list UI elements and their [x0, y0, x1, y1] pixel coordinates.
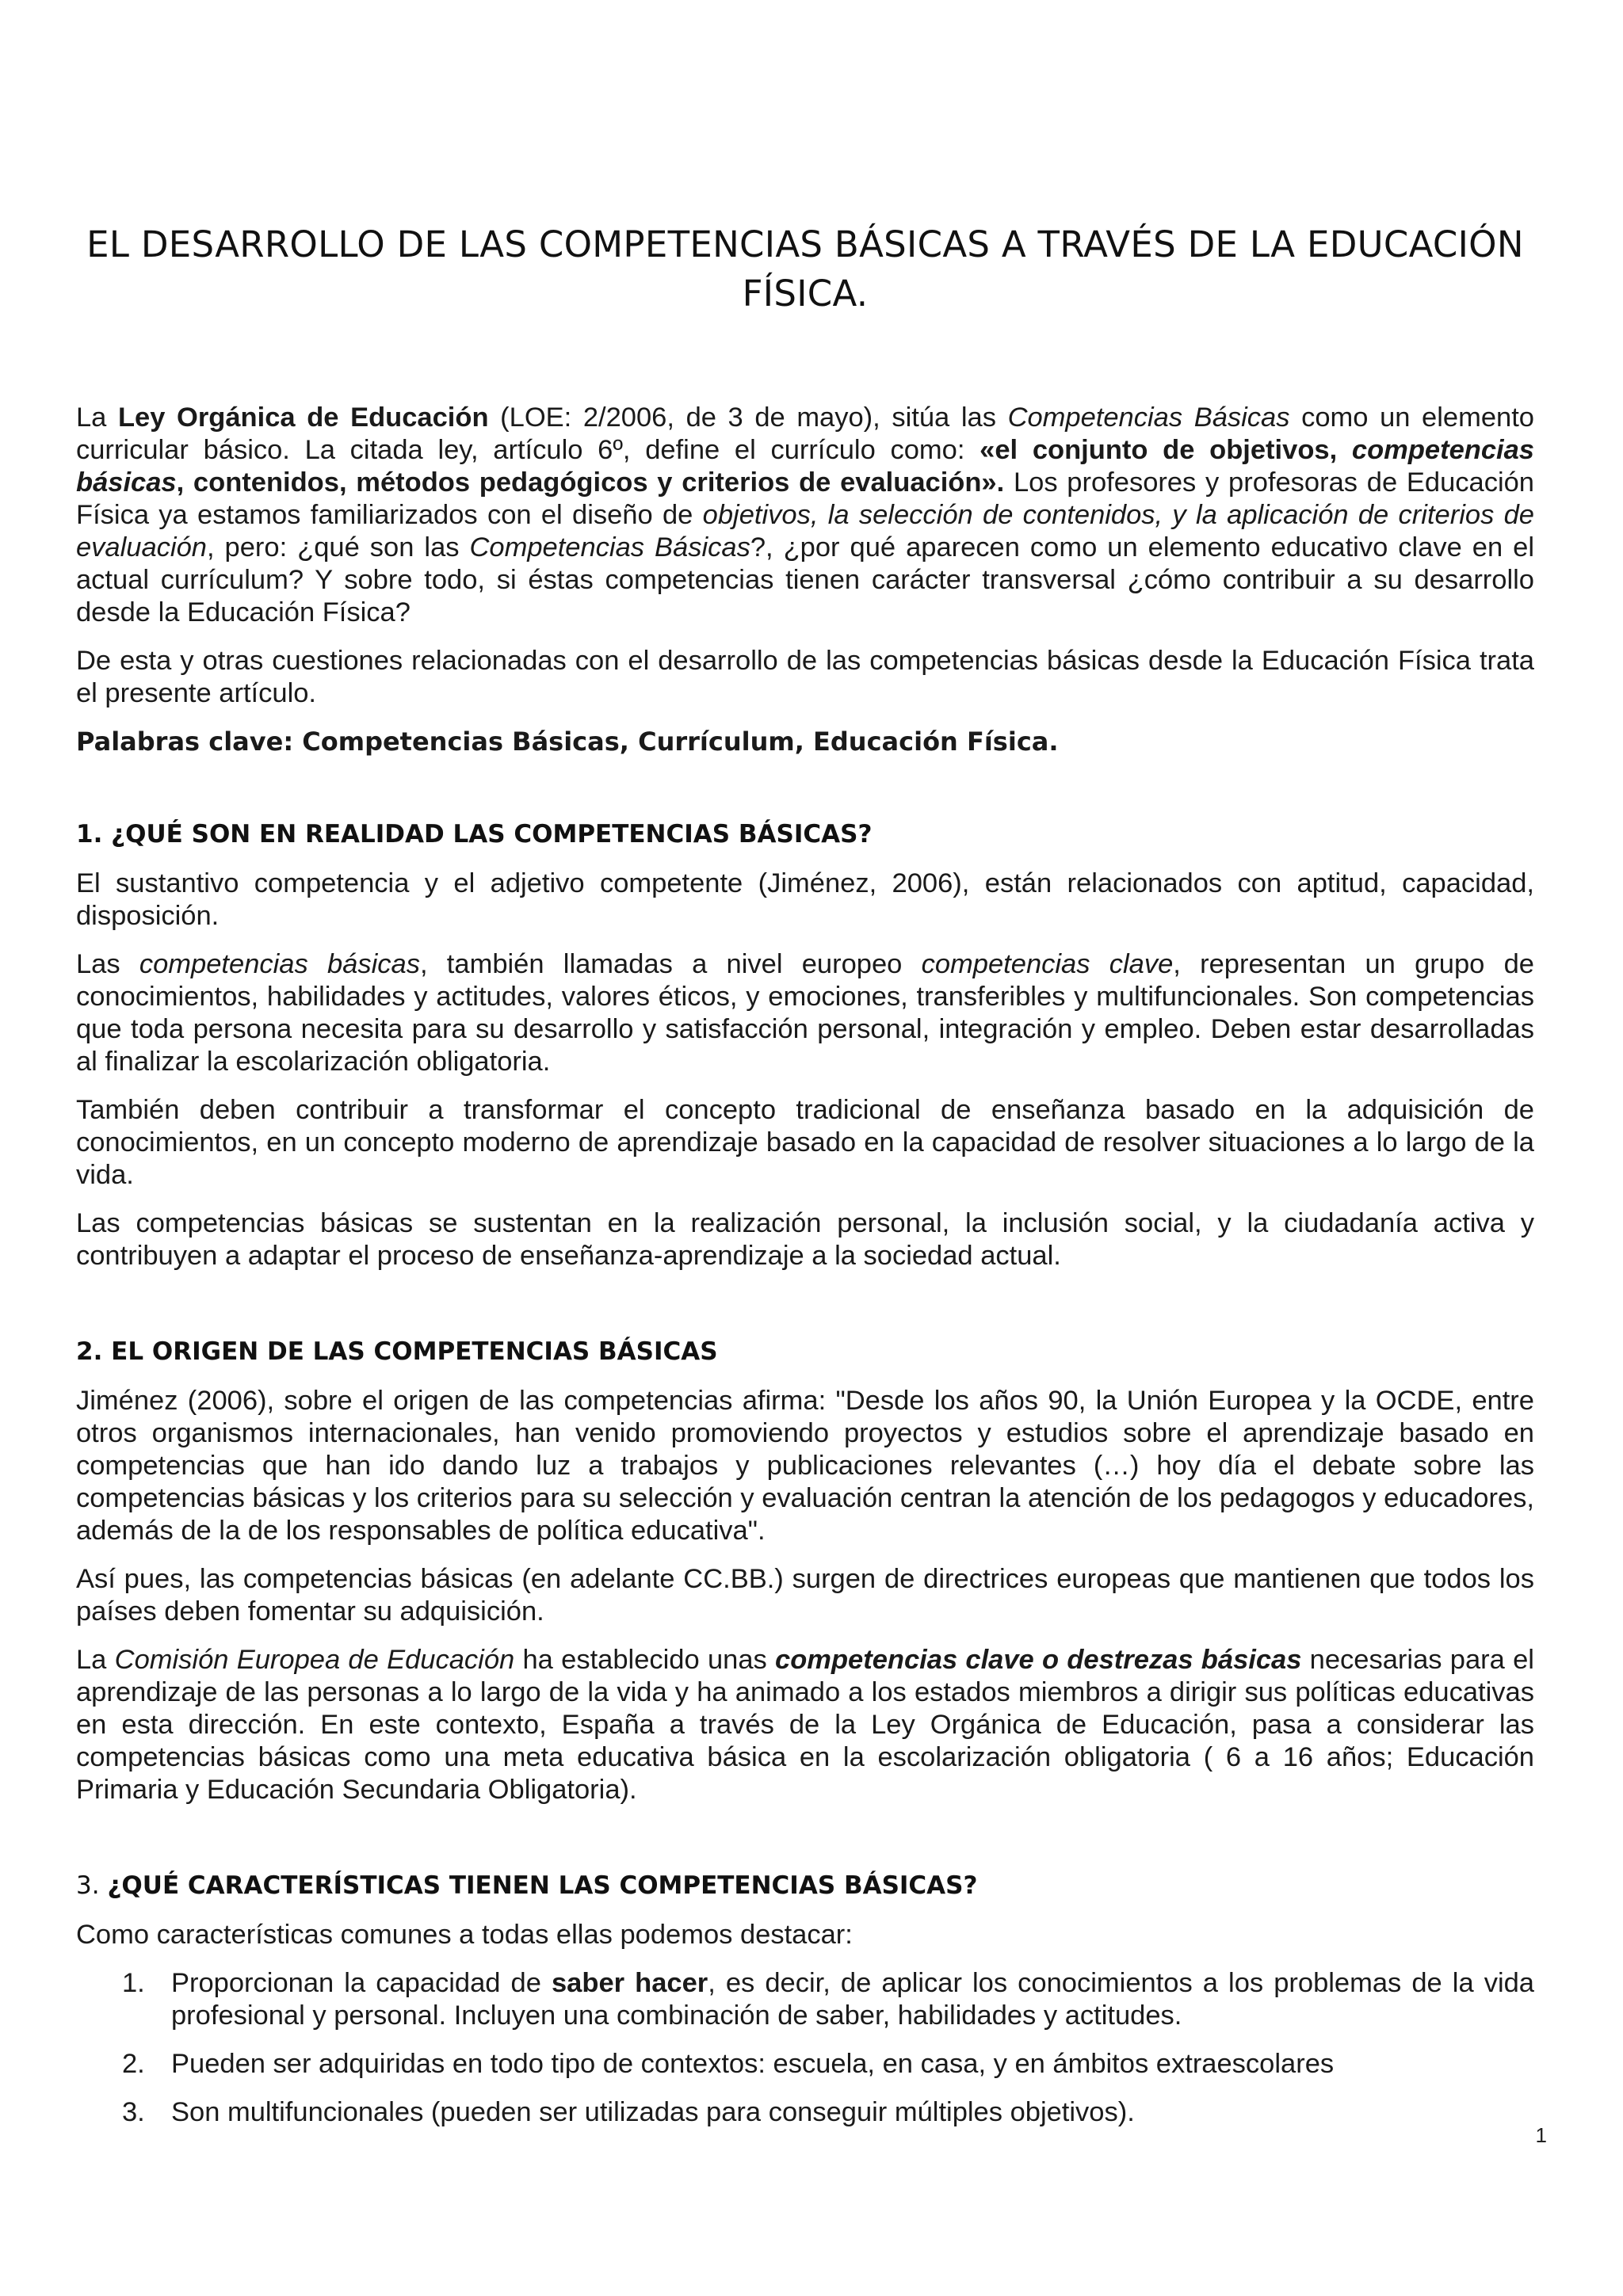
section-1-paragraph-1: El sustantivo competencia y el adjetivo competente (Jiménez, 2006), están relacionados con aptitud, capacidad, disposición. [76, 868, 1534, 931]
intro-paragraph-1: La Ley Orgánica de Educación (LOE: 2/2006, de 3 de mayo), sitúa las Competencias Básicas como un elemento curricular básico. La citada ley, artículo 6º, define el currículo como: «el conjunto de objetivos, competencias básicas, contenidos, métodos pedagógicos y criterios de evaluación». Los profesores y profesoras de Educación Física ya estamos familiarizados con el diseño de objetivos, la selección de contenidos, y la aplicación de criterios de evaluación, pero: ¿qué son las Competencias Básicas?, ¿por qué aparecen como un elemento educativo clave en el actual currículum? Y sobre todo, si éstas competencias tienen carácter transversal ¿cómo contribuir a su desarrollo desde la Educación Física? [76, 402, 1534, 627]
section-2 [76, 1336, 1534, 1806]
section-2-paragraph-1: Jiménez (2006), sobre el origen de las competencias afirma: "Desde los años 90, la Unión Europea y la OCDE, entre otros organismos internacionales, han venido promoviendo proyectos y estudios sobre el aprendizaje basado en competencias que han ido dando luz a trabajos y publicaciones relevantes (…) hoy día el debate sobre las competencias básicas y los criterios para su selección y evaluación centran la atención de los pedagogos y educadores, además de la de los responsables de política educativa". [76, 1386, 1534, 1546]
list-item: 3. Son multifuncionales (pueden ser utilizadas para conseguir múltiples objetivos). [122, 2097, 1135, 2127]
page-number: 1 [1535, 2123, 1547, 2147]
keywords: Palabras clave: Competencias Básicas, Currículum, Educación Física. [76, 727, 1059, 757]
document-page [76, 220, 1534, 2145]
section-1-paragraph-3: También deben contribuir a transformar el concepto tradicional de enseñanza basado en la adquisición de conocimientos, en un concepto moderno de aprendizaje basado en la capacidad de resolver situaciones a lo largo de la vida. [76, 1095, 1534, 1190]
section-1-heading: 1. ¿QUÉ SON EN REALIDAD LAS COMPETENCIAS BÁSICAS? [76, 820, 873, 849]
section-1-paragraph-4: Las competencias básicas se sustentan en la realización personal, la inclusión social, y la ciudadanía activa y contribuyen a adaptar el proceso de enseñanza-aprendizaje a la sociedad actual. [76, 1208, 1534, 1271]
section-2-heading: 2. EL ORIGEN DE LAS COMPETENCIAS BÁSICAS [76, 1337, 718, 1366]
characteristics-list [76, 1967, 1534, 2129]
section-2-paragraph-3: La Comisión Europea de Educación ha establecido unas competencias clave o destrezas básicas necesarias para el aprendizaje de las personas a lo largo de la vida y ha animado a los estados miembros a dirigir sus políticas educativas en esta dirección. En este contexto, España a través de la Ley Orgánica de Educación, pasa a considerar las competencias básicas como una meta educativa básica en la escolarización obligatoria ( 6 a 16 años; Educación Primaria y Educación Secundaria Obligatoria). [76, 1645, 1534, 1805]
list-item: 2. Pueden ser adquiridas en todo tipo de contextos: escuela, en casa, y en ámbitos extraescolares [122, 2049, 1335, 2079]
list-item: 1. Proporcionan la capacidad de saber hacer, es decir, de aplicar los conocimientos a los problemas de la vida profesional y personal. Incluyen una combinación de saber, habilidades y actitudes. [122, 1968, 1534, 2031]
section-3-intro: Como características comunes a todas ellas podemos destacar: [76, 1920, 853, 1950]
document-title: EL DESARROLLO DE LAS COMPETENCIAS BÁSICAS A TRAVÉS DE LA EDUCACIÓN FÍSICA. [86, 223, 1524, 315]
section-3 [76, 1870, 1534, 2129]
section-2-paragraph-2: Así pues, las competencias básicas (en adelante CC.BB.) surgen de directrices europeas que mantienen que todos los países deben fomentar su adquisición. [76, 1564, 1534, 1627]
section-1-paragraph-2: Las competencias básicas, también llamadas a nivel europeo competencias clave, representan un grupo de conocimientos, habilidades y actitudes, valores éticos, y emociones, transferibles y multifuncionales. Son competencias que toda persona necesita para su desarrollo y satisfacción personal, integración y empleo. Deben estar desarrolladas al finalizar la escolarización obligatoria. [76, 949, 1534, 1077]
section-3-heading: 3. ¿QUÉ CARACTERÍSTICAS TIENEN LAS COMPETENCIAS BÁSICAS? [76, 1871, 978, 1900]
intro-paragraph-2: De esta y otras cuestiones relacionadas con el desarrollo de las competencias básicas desde la Educación Física trata el presente artículo. [76, 646, 1534, 708]
section-1 [76, 818, 1534, 1272]
